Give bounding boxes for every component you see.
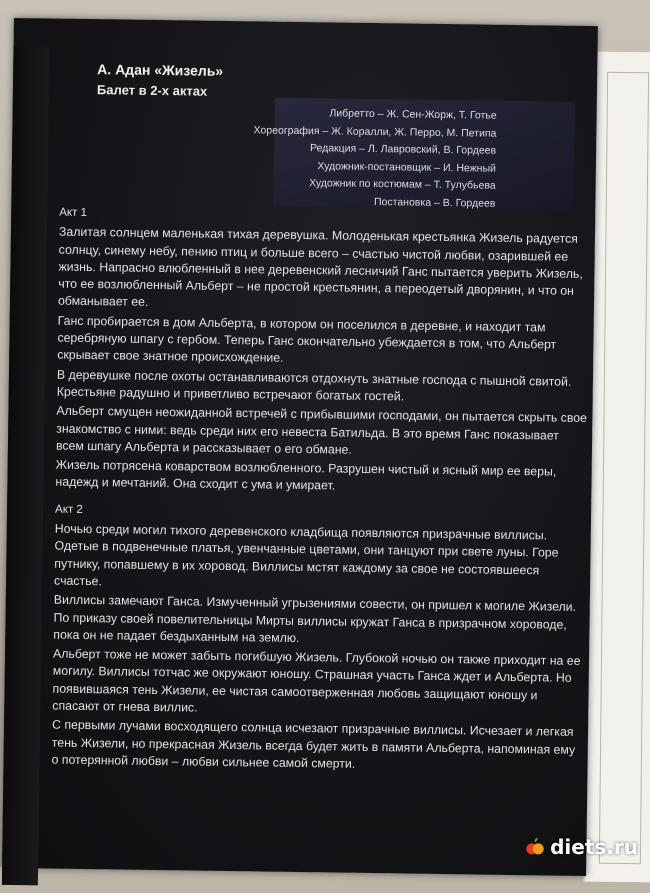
apple-icon [524,836,546,858]
act2-paragraph: Виллисы замечают Ганса. Измученный угрызениями совести, он пришел к могиле Жизели. По приказу своей повелительницы Мирты виллисы кружат Ганса в призрачном хороводе, пока он не падает бездыханным на землю. [53,592,577,645]
act1-paragraph: Залитая солнцем маленькая тихая деревушка. Молоденькая крестьянка Жизель радуется солнцу, синему небу, пению птиц и больше всего – счастью чистой любви, озарившей ее жизнь. Напрасно влюбленный в нее деревенский лесничий Ганс пытается уверить Жизель, что ее возлюбленный Альберт – не простой крестьянин, а переодетый дворянин, и что он обманывает ее. [57,224,583,310]
booklet-page [2,18,598,876]
act1-paragraph: Альберт смущен неожиданной встречей с прибывшими господами, он пытается скрыть свое знакомство с ними: ведь среди них его невеста Батильда. В это время Ганс показывает всем шпагу Альберта и рассказывает о его обмане. [55,403,588,457]
act2-paragraph: С первыми лучами восходящего солнца исчезают призрачные виллисы. Исчезает и легкая тень Жизели, но прекрасная Жизель всегда будет жить в памяти Альберта, напоминая ему о потерянной любви – любви сильнее самой смерти. [51,717,576,771]
act2-paragraph: Ночью среди могил тихого деревенского кладбища появляются призрачные виллисы. Одетые в подвенечные платья, увенчанные цветами, они танцуют при свете луны. Горе путнику, попавшему в их хоровод. Виллисы мстят каждому за свое не состоявшееся счастье. [54,521,559,589]
watermark-text: diets.ru [550,835,638,859]
credit-line: Либретто – Ж. Сен-Жорж, Т. Готье [329,107,497,122]
synopsis-text [51,205,591,779]
credit-line: Постановка – В. Гордеев [373,195,496,210]
act1-paragraph: Жизель потрясена коварством возлюбленного. Разрушен чистый и ясный мир ее веры, надежд и мечтаний. Она сходит с ума и умирает. [55,457,557,493]
credit-line: Редакция – Л. Лавровский, В. Гордеев [309,142,497,157]
act1-paragraph: В деревушке после охоты останавливаются отдохнуть знатные господа с пышной свитой. Крестьяне радушно и приветливо встречают богатых гостей. [56,367,572,404]
credits-list [195,104,496,213]
act1-heading: Акт 1 [59,206,88,220]
credit-line: Художник по костюмам – Т. Тулубьева [309,177,496,192]
page-subtitle: Балет в 2-х актах [96,82,208,99]
act1-paragraph: Ганс пробирается в дом Альберта, в котором он поселился в деревне, и находит там серебряную шпагу с гербом. Теперь Ганс окончательно убеждается в том, что Альберт скрывает свое знатное происхождение. [57,313,557,366]
credit-line: Хореография – Ж. Коралли, Ж. Перро, М. Петипа [253,123,497,140]
act2-heading: Акт 2 [55,503,83,516]
act2-paragraph: Альберт тоже не может забыть погибшую Жизель. Глубокой ночью он также приходит на ее могилу. Виллисы тотчас же окружают юношу. Страшная участь Ганса ждет и Альберта. Но появившаяся тень Жизели, ее чистая самоотверженная любовь защищают юношу и спасают от гнева виллис. [52,646,581,715]
watermark-logo [524,835,638,859]
credit-line: Художник-постановщик – И. Нежный [317,159,496,175]
page-title: А. Адан «Жизель» [97,61,224,79]
